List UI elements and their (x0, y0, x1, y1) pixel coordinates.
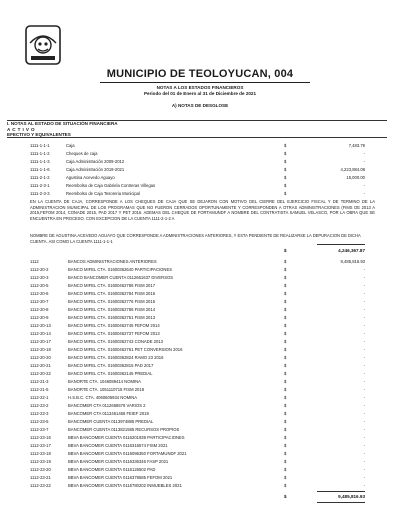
bank-row: 1112-23-7 BANCOMER CUENTA 0113821585 RECURSOS PROPIOS $ - (30, 427, 365, 432)
bank-row: 1112-20-9 BANCO MIFEL CTA. 01600362751 FISM 2013 $ - (30, 315, 365, 320)
subtotal-rule (317, 244, 365, 245)
cash-row: 1111-2-1-2 Agustina Acevedo Aguayo $ 15,000.00 (30, 175, 365, 180)
caja-note-paragraph: EN LA CUENTA DE CAJA, CORRESPONDE A LOS CHEQUES DE CAJA QUE SE DEJARON CON MOTIVO DEL CIERRE DEL EJERCICIO FISCAL Y DE TERMINO DE LA ADMINISTRACION MUNICIPAL DE LOS PROGRAMAS QUE NO FUERON CERRADOS OPORTUNAMENTE Y CORRESPONDEN A OTRAS ADMINISTRACIONES (FIMS DE 2013 A 2015,FEFOM 2014, CONADE 2015, PAD 2017 Y PET 2016. ADEMAS DEL CHEQUE DE FORTAMUNDF A NOMBRE DEL CONTRATISTA SAMUEL VELASCO, POR LA OBRA QUE SE ENCUENTRA EN PROCESO. CON EXCEPCION DE LA CUENTA 1111-2-1-2 A (30, 199, 375, 221)
subtitle-notes: NOTAS A LOS ESTADOS FINANCIEROS (156, 85, 244, 90)
bank-row: 1112-23-2 BANCOMER CTA 0112668576 VARIOS 2 $ - (30, 403, 365, 408)
bank-row: 1112-21-5 BANORTE CTA. 1051110715 FISM 2018 $ - (30, 387, 365, 392)
bank-row: 1112-20-8 BANCO MIFEL CTA. 01600362786 FISM 2014 $ - (30, 307, 365, 312)
bank-row: 1112-23-19 BBVA BANCOMER CUENTA 0116336346 FASP 2021 $ - (30, 459, 365, 464)
bank-row: 1112-23-3 BANCOMER CTA 0113461468 FEIEF 2019 $ - (30, 411, 365, 416)
bank-row: 1112-21-3 BANORTE CTA. 1046089414 NOMINA $ - (30, 379, 365, 384)
bank-row: 1112-20-20 BANCO MIFEL CTA. 01600362824 RAMO 23 2016 $ - (30, 355, 365, 360)
section-header (7, 120, 387, 138)
activo-label: A C T I V O (7, 126, 35, 132)
cash-row: 1111-1-1-2 Cheques de caja $ - (30, 151, 365, 156)
bank-row: 1112-23-22 BBVA BANCOMER CUENTA 0116780202 INMUEBLES 2021 $ - (30, 483, 365, 488)
bank-row: 1112-23-5 BANCOMER CUENTA 0113974885 PREDIAL $ - (30, 419, 365, 424)
bank-row: 1112-23-18 BBVA BANCOMER CUENTA 0116096350 FORTAMUNDF 2021 $ - (30, 451, 365, 456)
bank-row: 1112-23-21 BBVA BANCOMER CUENTA 0116378585 FEFOM 2021 $ - (30, 475, 365, 480)
bank-row: 1112-20-7 BANCO MIFEL CTA. 01600362776 FISM 2015 $ - (30, 299, 365, 304)
cash-row: 1111-2-3-3 Reembolso de Caja Tesoreria Municipal $ - (30, 191, 365, 196)
bank-row: 1112-23-17 BBVA BANCOMER CUENTA 0116316574 FISM 2021 $ - (30, 443, 365, 448)
bank-row: 1112-23-20 BBVA BANCOMER CUENTA 0116126502 PAD $ - (30, 467, 365, 472)
bank-row: 1112-20-3 BANCO BANCOMER CUENTA 0112661637 DIVERSOS $ - (30, 275, 365, 280)
caja-note-continuation: NOMBRE DE AGUSTINA ACEVEDO AGUAYO QUE CORRESPONDE A ADMINISTRACIONES ANTERIORES, Y ESTA PENDIENTE DE REALIZARSE LA DEPURACION DE DICHA CUENTA. ASI COMO LA CUENTA 1111-1-1-1 (30, 233, 361, 244)
bank-total-row: $ 9,485,816.93 (284, 494, 365, 499)
bank-row: 1112-20-2 BANCO MIFEL CTA. 01600362640 PARTICIPACIONES $ - (30, 267, 365, 272)
bank-row: 1112-20-17 BANCO MIFEL CTA. 01600362743 CONADE 2013 $ - (30, 339, 365, 344)
bank-row: 1112-20-18 BANCO MIFEL CTA. 01600462761 PET CONVERSION 2016 $ - (30, 347, 365, 352)
cash-row: 1111-1-1-3 Caja Administración 2009-2012 $ - (30, 159, 365, 164)
bank-total-amount: 9,485,816.93 (338, 494, 365, 499)
cash-row: 1111-1-1-6 Caja Administración 2019-2021 $ 4,223,884.08 (30, 167, 365, 172)
subtitle-desglose: A) NOTAS DE DESGLOSE (171, 103, 229, 108)
page-title: MUNICIPIO DE TEOLOYUCAN, 004 (106, 68, 294, 80)
bank-row: 1112-22-1 H.S.B.C. CTA. 4060605934 NOMINA $ - (30, 395, 365, 400)
section-title: I. NOTAS AL ESTADO DE SITUACIÓN FINANCIERA (7, 121, 118, 126)
bank-row: 1112-23-16 BBVA BANCOMER CUENTA 0116201939 PARTICIPACIONES $ - (30, 435, 365, 440)
bank-row: 1112-20-22 BANCO MIFEL CTA. 01600362145 PREDIAL $ - (30, 371, 365, 376)
bank-row: 1112-20-14 BANCO MIFEL CTA. 01600462737 FEFOM 2013 $ - (30, 331, 365, 336)
cash-total-row: $ 4,246,367.87 (284, 248, 365, 253)
bank-row: 1112-20-21 BANCO MIFEL CTA. 01600362815 PAD 2017 $ - (30, 363, 365, 368)
municipal-seal-icon (25, 25, 61, 65)
cash-row: 1111-2-3-1 Reembolso de Caja Gabriela Contreras Villegas $ - (30, 183, 365, 188)
bank-row: 1112-20-6 BANCO MIFEL CTA. 01600362784 FISM 2016 $ - (30, 291, 365, 296)
cash-row: 1111-1-1-1 Caja $ 7,483.79 (30, 143, 365, 148)
bank-total-double-rule (317, 502, 365, 503)
bank-subtotal-rule (317, 491, 365, 492)
efectivo-label: EFECTIVO Y EQUIVALENTES (7, 132, 71, 137)
cash-total-amount: 4,246,367.87 (338, 248, 365, 253)
bank-row: 1112-20-13 BANCO MIFEL CTA. 01600462745 FEFOM 2014 $ - (30, 323, 365, 328)
title-divider (100, 82, 310, 83)
bank-row: 1112 BANCOS ADMINISTRACIONES ANTERIORES $ 9,485,816.93 (30, 259, 365, 264)
bank-row: 1112-20-5 BANCO MIFEL CTA. 01600462786 FISM 2017 $ - (30, 283, 365, 288)
subtitle-period: Periodo del 01 de Enero al 31 de Diciembre de 2021 (143, 91, 257, 96)
